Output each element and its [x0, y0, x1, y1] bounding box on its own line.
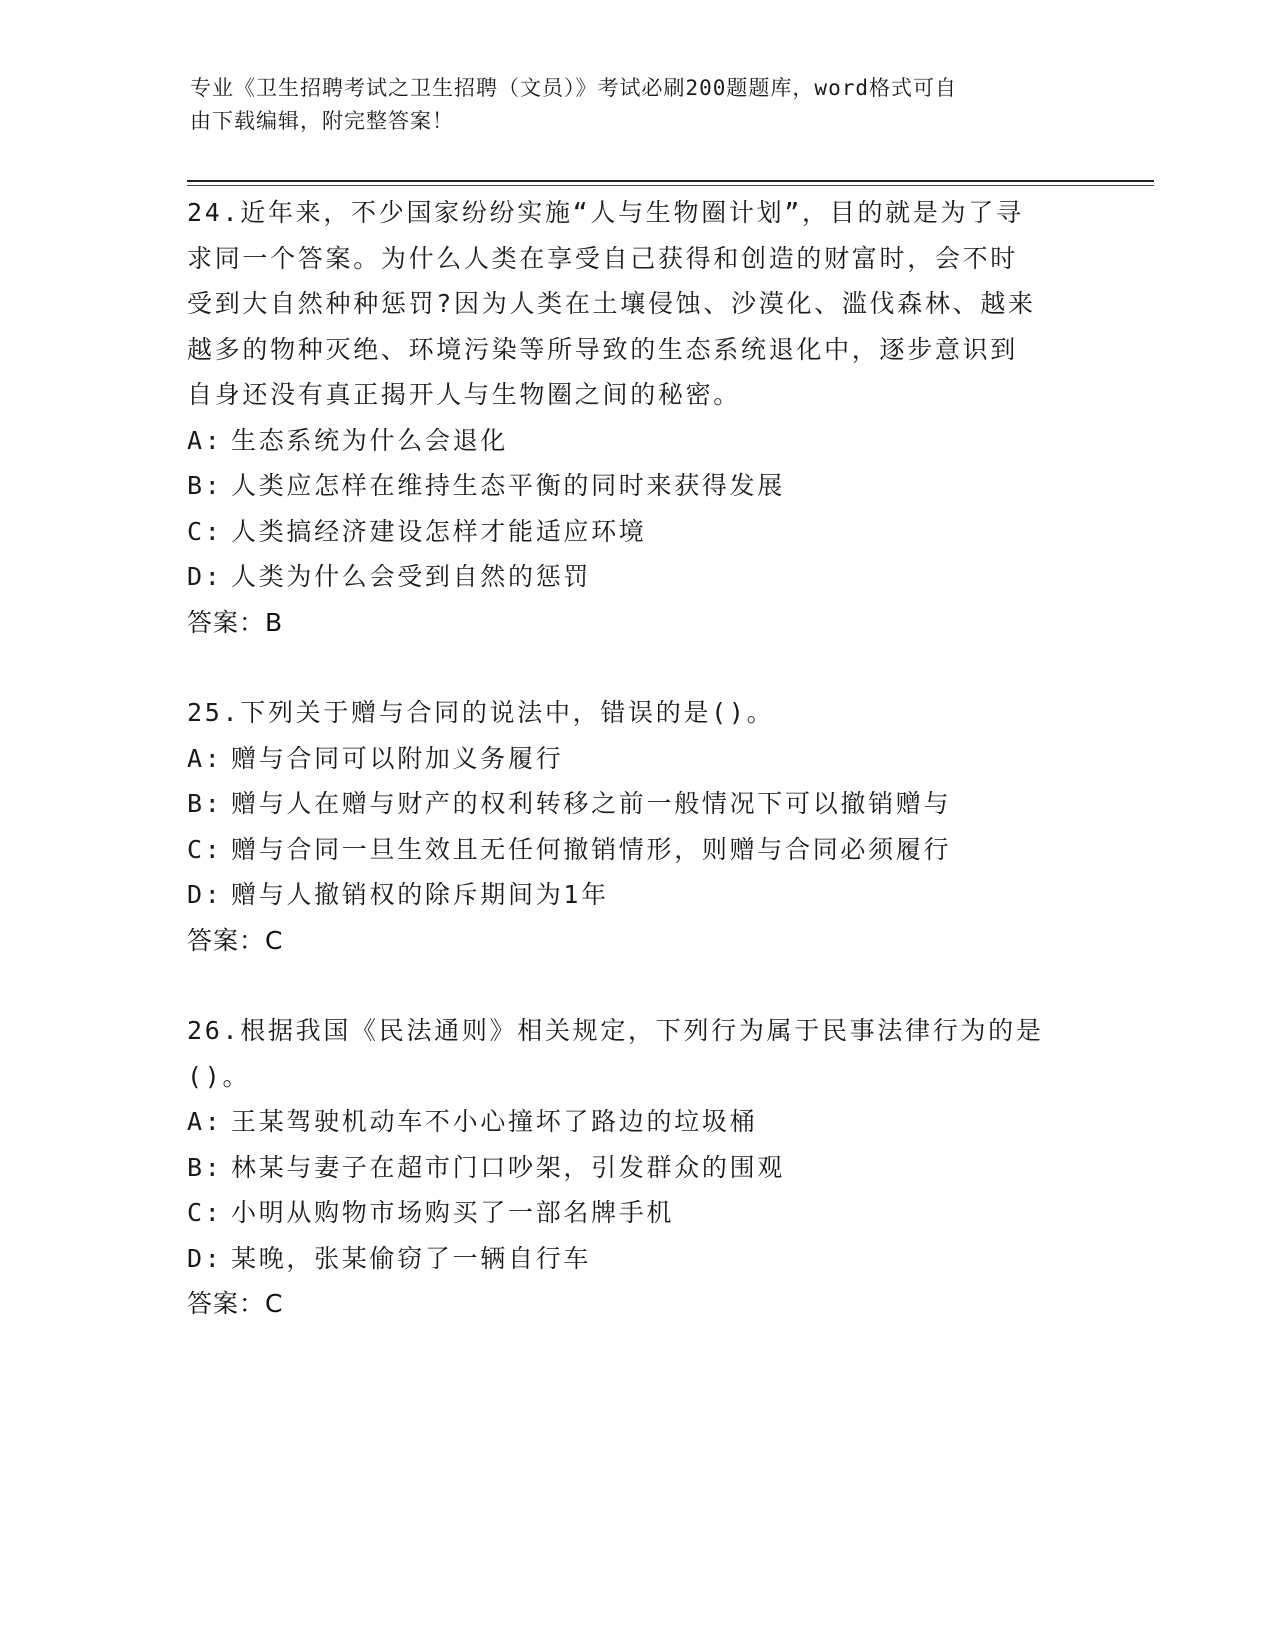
question-stem-line: 求同一个答案。为什么人类在享受自己获得和创造的财富时，会不时 — [187, 243, 1019, 273]
option-c — [187, 1190, 1107, 1236]
question-stem-line: 受到大自然种种惩罚?因为人类在土壤侵蚀、沙漠化、滥伐森林、越来 — [187, 289, 1036, 318]
question-26 — [187, 1008, 1107, 1327]
header-line: 专业《卫生招聘考试之卫生招聘（文员）》考试必刷200题题库，word格式可自 — [190, 76, 957, 100]
header-line: 由下载编辑，附完整答案！ — [190, 109, 454, 133]
option-text: 人类应怎样在维持生态平衡的同时来获得发展 — [231, 471, 786, 500]
option-text: 人类为什么会受到自然的惩罚 — [231, 562, 592, 591]
option-text: 赠与合同一旦生效且无任何撤销情形，则赠与合同必须履行 — [231, 834, 952, 864]
option-b — [187, 781, 1107, 827]
option-text: 王某驾驶机动车不小心撞坏了路边的垃圾桶 — [231, 1107, 758, 1136]
answer-line: 答案：C — [187, 1289, 284, 1318]
answer-line: 答案：C — [187, 925, 284, 955]
option-a — [187, 1099, 1107, 1145]
question-stem-line: 24.近年来，不少国家纷纷实施“人与生物圈计划”，目的就是为了寻 — [187, 198, 1024, 227]
question-stem-line: ()。 — [187, 1061, 251, 1091]
option-b — [187, 1145, 1107, 1191]
option-text: 赠与合同可以附加义务履行 — [231, 743, 564, 773]
option-text: 赠与人撤销权的除斥期间为1年 — [231, 880, 609, 909]
option-a — [187, 418, 1107, 464]
option-key: D: — [187, 562, 223, 591]
option-text: 某晚，张某偷窃了一辆自行车 — [231, 1243, 592, 1273]
header-divider-thin — [187, 185, 1154, 186]
question-24 — [187, 190, 1107, 645]
option-text: 人类搞经济建设怎样才能适应环境 — [231, 516, 647, 546]
option-key: A: — [187, 1107, 223, 1136]
question-stem-line: 26.根据我国《民法通则》相关规定，下列行为属于民事法律行为的是 — [187, 1016, 1044, 1045]
option-text: 赠与人在赠与财产的权利转移之前一般情况下可以撤销赠与 — [231, 789, 952, 818]
option-text: 小明从购物市场购买了一部名牌手机 — [231, 1198, 675, 1227]
option-text: 生态系统为什么会退化 — [231, 425, 509, 455]
document-header — [190, 72, 1090, 138]
option-key: C: — [187, 516, 223, 546]
option-d — [187, 1236, 1107, 1282]
header-divider — [187, 180, 1154, 182]
answer-line: 答案：B — [187, 607, 284, 637]
option-c — [187, 509, 1107, 555]
option-key: C: — [187, 834, 223, 864]
option-b — [187, 463, 1107, 509]
option-key: D: — [187, 880, 223, 909]
option-text: 林某与妻子在超市门口吵架，引发群众的围观 — [231, 1152, 786, 1182]
option-key: B: — [187, 1152, 223, 1182]
question-stem-line: 越多的物种灭绝、环境污染等所导致的生态系统退化中，逐步意识到 — [187, 334, 1019, 364]
question-stem-line: 自身还没有真正揭开人与生物圈之间的秘密。 — [187, 380, 742, 409]
option-d — [187, 554, 1107, 600]
option-key: A: — [187, 743, 223, 773]
option-key: D: — [187, 1243, 223, 1273]
question-25 — [187, 690, 1107, 963]
option-a — [187, 736, 1107, 782]
option-key: C: — [187, 1198, 223, 1227]
option-key: A: — [187, 425, 223, 455]
option-key: B: — [187, 789, 223, 818]
question-stem-line: 25.下列关于赠与合同的说法中，错误的是()。 — [187, 698, 775, 727]
option-c — [187, 827, 1107, 873]
question-list — [187, 190, 1107, 1372]
option-key: B: — [187, 471, 223, 500]
option-d — [187, 872, 1107, 918]
